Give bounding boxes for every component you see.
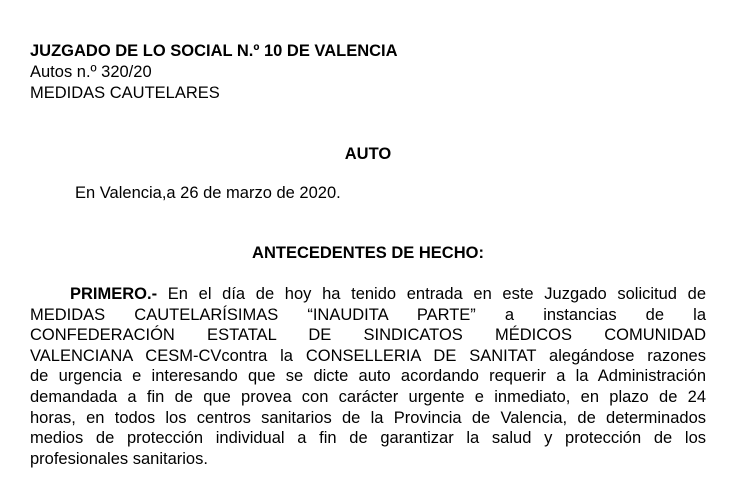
paragraph-primero [30, 284, 706, 469]
document-title: AUTO [344, 145, 392, 163]
case-type: MEDIDAS CAUTELARES [30, 84, 220, 102]
paragraph-line [30, 284, 706, 305]
court-name: JUZGADO DE LO SOCIAL N.º 10 DE VALENCIA [30, 42, 398, 60]
paragraph-line: horas, en todos los centros sanitarios de la Provincia de Valencia, de determinados [30, 408, 706, 427]
case-number: Autos n.º 320/20 [30, 63, 152, 81]
paragraph-line: de urgencia e interesando que se dicte auto acordando requerir a la Administración [30, 367, 706, 386]
paragraph-line: VALENCIANA CESM-CVcontra la CONSELLERIA DE SANITAT alegándose razones [30, 346, 706, 365]
paragraph-lead: PRIMERO.- [70, 285, 158, 303]
paragraph-line: MEDIDAS CAUTELARÍSIMAS “INAUDITA PARTE” a instancias de la [30, 305, 706, 324]
section-title: ANTECEDENTES DE HECHO: [252, 244, 484, 262]
paragraph-line-text: En el día de hoy ha tenido entrada en este Juzgado solicitud de [167, 285, 706, 303]
date-line: En Valencia,a 26 de marzo de 2020. [75, 184, 341, 202]
paragraph-line: demandada a fin de que provea con carácter urgente e inmediato, en plazo de 24 [30, 387, 706, 406]
paragraph-line: profesionales sanitarios. [30, 449, 208, 468]
paragraph-line: CONFEDERACIÓN ESTATAL DE SINDICATOS MÉDICOS COMUNIDAD [30, 326, 706, 345]
paragraph-line: medios de protección individual a fin de garantizar la salud y protección de los [30, 429, 706, 448]
